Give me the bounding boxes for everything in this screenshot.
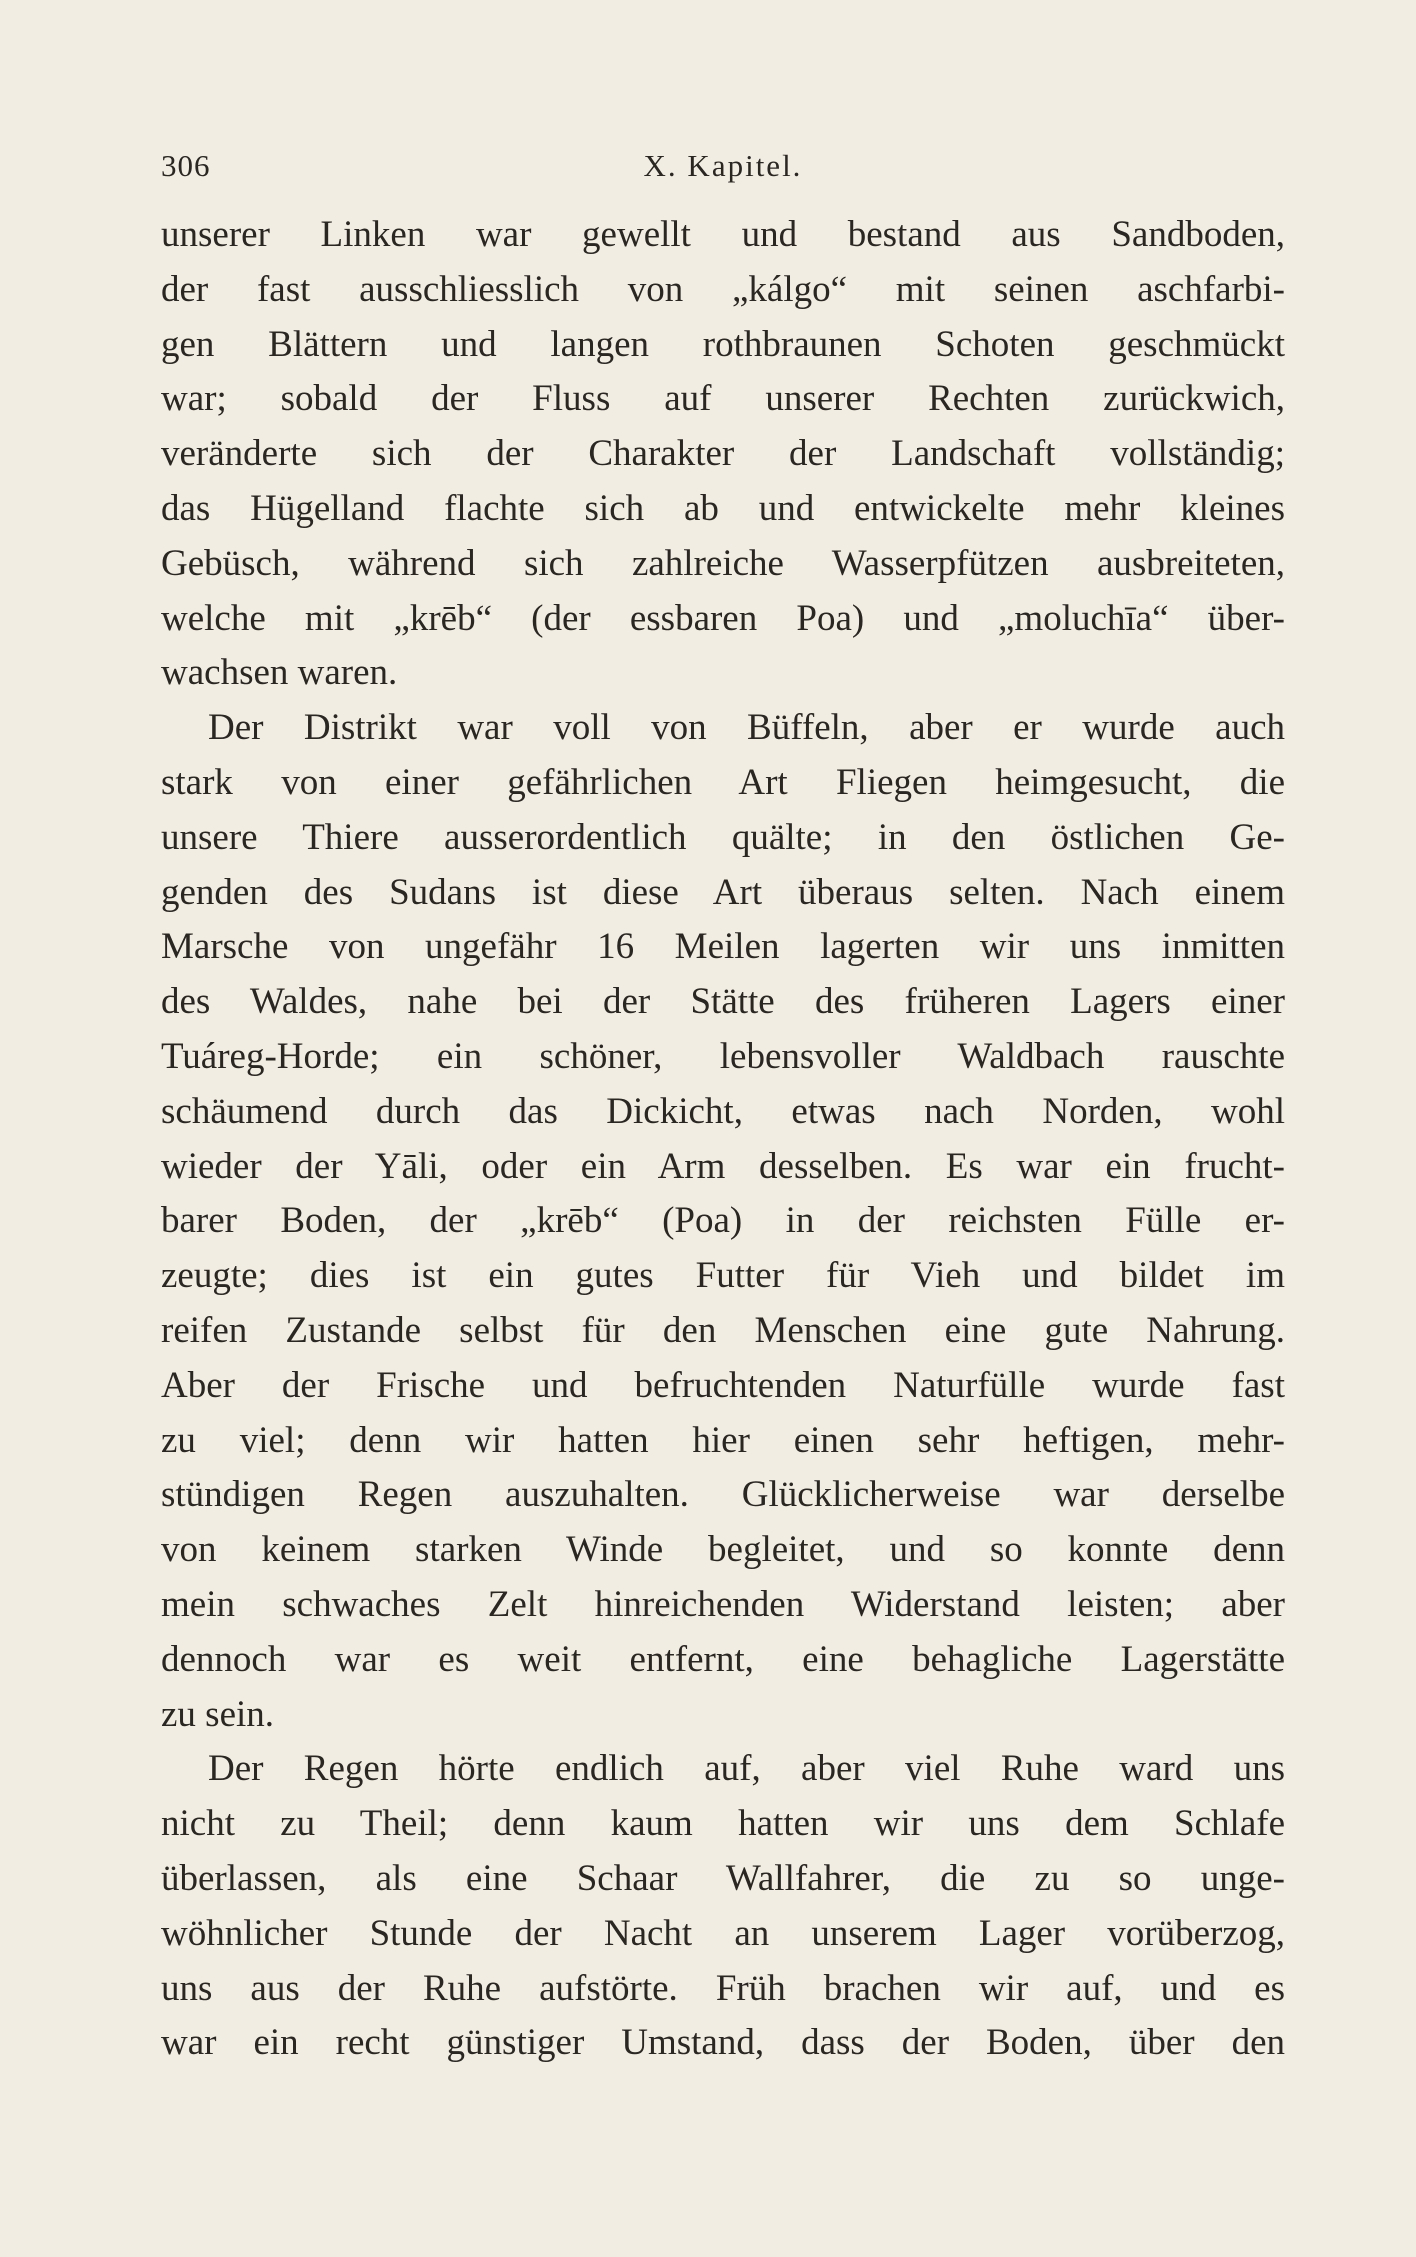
text-line: mein schwaches Zelt hinreichenden Widerstand leisten; aber (161, 1583, 1285, 1625)
text-line: das Hügelland flachte sich ab und entwickelte mehr kleines (161, 487, 1285, 529)
text-line: stündigen Regen auszuhalten. Glücklicherweise war derselbe (161, 1474, 1285, 1516)
text-line: Der Regen hörte endlich auf, aber viel Ruhe ward uns (208, 1748, 1285, 1790)
body-text (161, 208, 1285, 2071)
page-header (161, 148, 1285, 188)
paragraph (161, 701, 1285, 1742)
text-line: reifen Zustande selbst für den Menschen eine gute Nahrung. (161, 1309, 1285, 1351)
text-line: uns aus der Ruhe aufstörte. Früh brachen wir auf, und es (161, 1967, 1285, 2009)
text-line: Marsche von ungefähr 16 Meilen lagerten wir uns inmitten (161, 926, 1285, 968)
text-line: des Waldes, nahe bei der Stätte des früheren Lagers einer (161, 981, 1285, 1023)
text-line: nicht zu Theil; denn kaum hatten wir uns dem Schlafe (161, 1803, 1285, 1845)
text-line: war ein recht günstiger Umstand, dass der Boden, über den (161, 2022, 1285, 2064)
text-line: zu sein. (161, 1693, 275, 1735)
text-line: zu viel; denn wir hatten hier einen sehr heftigen, mehr- (161, 1419, 1285, 1461)
text-line: welche mit „krēb“ (der essbaren Poa) und „moluchīa“ über- (161, 597, 1285, 639)
text-line: Tuáreg-Horde; ein schöner, lebensvoller Waldbach rauschte (161, 1035, 1285, 1077)
paragraph (161, 1742, 1285, 2071)
text-line: von keinem starken Winde begleitet, und so konnte denn (161, 1529, 1285, 1571)
text-line: schäumend durch das Dickicht, etwas nach Norden, wohl (161, 1090, 1285, 1132)
text-line: Der Distrikt war voll von Büffeln, aber er wurde auch (208, 707, 1285, 749)
paragraph (161, 208, 1285, 701)
page-number: 306 (161, 148, 211, 183)
text-line: unserer Linken war gewellt und bestand aus Sandboden, (161, 214, 1285, 255)
text-line: überlassen, als eine Schaar Wallfahrer, die zu so unge- (161, 1857, 1285, 1899)
text-line: veränderte sich der Charakter der Landschaft vollständig; (161, 433, 1285, 475)
text-line: Aber der Frische und befruchtenden Naturfülle wurde fast (161, 1364, 1285, 1406)
text-line: gen Blättern und langen rothbraunen Schoten geschmückt (161, 323, 1285, 365)
text-line: wöhnlicher Stunde der Nacht an unserem Lager vorüberzog, (161, 1912, 1285, 1954)
text-line: wieder der Yāli, oder ein Arm desselben. Es war ein frucht- (161, 1145, 1285, 1187)
text-line: Gebüsch, während sich zahlreiche Wasserpfützen ausbreiteten, (161, 542, 1285, 584)
text-line: genden des Sudans ist diese Art überaus selten. Nach einem (161, 871, 1285, 913)
running-title: X. Kapitel. (643, 148, 803, 183)
text-line: unsere Thiere ausserordentlich quälte; in den östlichen Ge- (161, 816, 1285, 858)
text-line: stark von einer gefährlichen Art Fliegen heimgesucht, die (161, 761, 1285, 803)
text-line: wachsen waren. (161, 652, 398, 694)
text-line: zeugte; dies ist ein gutes Futter für Vieh und bildet im (161, 1255, 1285, 1297)
text-line: der fast ausschliesslich von „kálgo“ mit seinen aschfarbi- (161, 268, 1285, 310)
text-line: dennoch war es weit entfernt, eine behagliche Lagerstätte (161, 1638, 1285, 1680)
text-line: barer Boden, der „krēb“ (Poa) in der reichsten Fülle er- (161, 1200, 1285, 1242)
text-line: war; sobald der Fluss auf unserer Rechten zurückwich, (161, 378, 1285, 420)
